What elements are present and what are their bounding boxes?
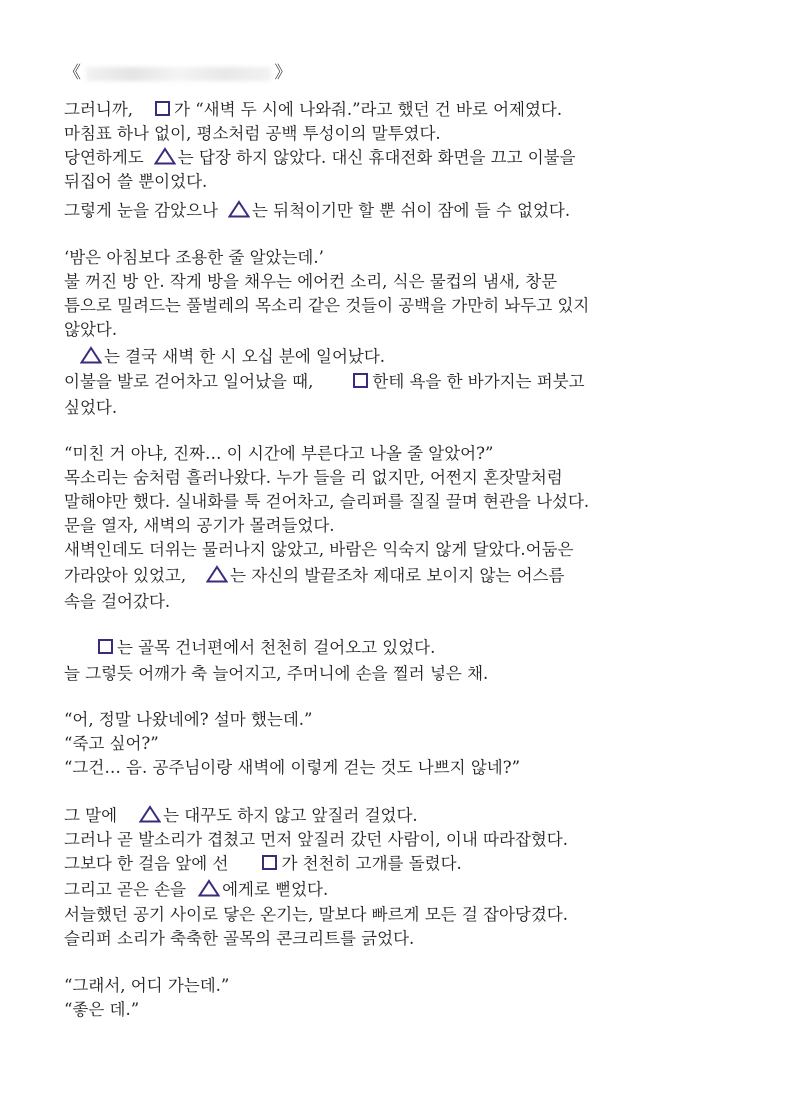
- text-segment: 가라앉아 있었고,: [64, 566, 187, 585]
- text-segment: 틈으로 밀려드는 풀벌레의 목소리 같은 것들이 공백을 가만히 놔두고 있지: [64, 296, 590, 315]
- square-icon: [98, 639, 113, 654]
- text-segment: 그 말에: [64, 806, 118, 825]
- text-line: [64, 98, 562, 122]
- square-icon: [353, 373, 368, 388]
- text-segment: 는 자신의 발끝조차 제대로 보이지 않는 어스름: [230, 566, 565, 585]
- text-line: [64, 756, 520, 780]
- text-segment: 마침표 하나 없이, 평소처럼 공백 투성이의 말투였다.: [64, 124, 441, 143]
- text-segment: 늘 그렇듯 어깨가 축 늘어지고, 주머니에 손을 찔러 넣은 채.: [64, 664, 489, 683]
- text-segment: 불 꺼진 방 안. 작게 방을 채우는 에어컨 소리, 식은 물컵의 냄새, 창문: [64, 272, 558, 291]
- text-segment: 뒤집어 쓸 뿐이었다.: [64, 172, 208, 191]
- text-segment: 당연하게도: [64, 148, 144, 167]
- text-segment: 속을 걸어갔다.: [64, 592, 171, 611]
- title-close-bracket: 》: [274, 63, 292, 83]
- document-title: [64, 58, 292, 83]
- text-segment: 는 뒤척이기만 할 뿐 쉬이 잠에 들 수 없었다.: [251, 201, 571, 220]
- text-segment: “그건… 음. 공주님이랑 새벽에 이렇게 걷는 것도 나쁘지 않네?”: [64, 758, 521, 777]
- text-line: [64, 927, 414, 951]
- text-segment: 한테 욕을 한 바가지는 퍼붓고: [372, 372, 585, 391]
- text-line: [64, 903, 568, 927]
- square-icon: [155, 101, 170, 116]
- text-line: [64, 538, 573, 562]
- text-line: [64, 246, 324, 270]
- text-segment: 는 대꾸도 하지 않고 앞질러 걸었다.: [163, 806, 418, 825]
- text-line: [64, 998, 139, 1022]
- text-line: [64, 466, 563, 490]
- text-line: [64, 370, 585, 394]
- text-line: [64, 564, 564, 588]
- square-icon: [262, 855, 277, 870]
- text-line: [64, 804, 418, 828]
- text-segment: 그러나 곧 발소리가 겹쳤고 먼저 앞질러 갔던 사람이, 이내 따라잡혔다.: [64, 830, 568, 849]
- text-segment: 새벽인데도 더위는 물러나지 않았고, 바람은 익숙지 않게 달았다.어둠은: [64, 540, 574, 559]
- text-line: [64, 396, 117, 420]
- text-line: [64, 294, 589, 318]
- text-segment: 슬리퍼 소리가 축축한 골목의 콘크리트를 긁었다.: [64, 929, 415, 948]
- text-segment: 그리고 곧은 손을: [64, 880, 187, 899]
- triangle-icon: [198, 879, 220, 897]
- text-segment: 말해야만 했다. 실내화를 툭 걷어차고, 슬리퍼를 질질 끌며 현관을 나섰다.: [64, 492, 590, 511]
- text-line: [64, 345, 385, 369]
- triangle-icon: [80, 346, 102, 364]
- text-line: [64, 590, 170, 614]
- text-line: [64, 122, 441, 146]
- text-line: [64, 878, 328, 902]
- title-open-bracket: 《: [64, 63, 82, 83]
- text-segment: “죽고 싶어?”: [64, 734, 159, 753]
- text-line: [64, 852, 462, 876]
- redacted-title: [86, 67, 271, 81]
- text-segment: “그래서, 어디 가는데.”: [64, 976, 230, 995]
- triangle-icon: [228, 200, 250, 218]
- text-segment: 가 “새벽 두 시에 나와줘.”라고 했던 건 바로 어제였다.: [174, 100, 563, 119]
- text-line: [64, 732, 159, 756]
- triangle-icon: [206, 565, 228, 583]
- text-segment: 가 천천히 고개를 돌렸다.: [281, 854, 462, 873]
- text-segment: “미친 거 아냐, 진짜… 이 시간에 부른다고 나올 줄 알았어?”: [64, 444, 494, 463]
- text-segment: 이불을 발로 걷어차고 일어났을 때,: [64, 372, 314, 391]
- text-line: [64, 270, 557, 294]
- text-segment: 는 결국 새벽 한 시 오십 분에 일어났다.: [104, 347, 386, 366]
- text-line: [64, 146, 576, 170]
- text-segment: 목소리는 숨처럼 흘러나왔다. 누가 들을 리 없지만, 어쩐지 혼잣말처럼: [64, 468, 563, 487]
- text-line: [64, 636, 435, 660]
- text-segment: “어, 정말 나왔네에? 설마 했는데.”: [64, 710, 313, 729]
- text-line: [64, 490, 589, 514]
- text-segment: 서늘했던 공기 사이로 닿은 온기는, 말보다 빠르게 모든 걸 잡아당겼다.: [64, 905, 568, 924]
- text-line: [64, 442, 493, 466]
- text-segment: 는 골목 건너편에서 천천히 걸어오고 있었다.: [117, 638, 436, 657]
- text-segment: 는 답장 하지 않았다. 대신 휴대전화 화면을 끄고 이불을: [177, 148, 576, 167]
- text-segment: 그렇게 눈을 감았으나: [64, 201, 218, 220]
- text-segment: 문을 열자, 새벽의 공기가 몰려들었다.: [64, 516, 335, 535]
- text-segment: 그러니까,: [64, 100, 134, 119]
- text-segment: “좋은 데.”: [64, 1000, 140, 1019]
- text-line: [64, 514, 335, 538]
- triangle-icon: [154, 147, 176, 165]
- text-segment: ‘밤은 아침보다 조용한 줄 알았는데.’: [64, 248, 324, 267]
- text-line: [64, 708, 312, 732]
- text-line: [64, 828, 568, 852]
- text-segment: 않았다.: [64, 320, 118, 339]
- text-segment: 그보다 한 걸음 앞에 선: [64, 854, 229, 873]
- triangle-icon: [139, 805, 161, 823]
- text-segment: 싶었다.: [64, 398, 118, 417]
- text-line: [64, 974, 229, 998]
- text-line: [64, 170, 207, 194]
- text-line: [64, 199, 570, 223]
- text-line: [64, 318, 117, 342]
- text-segment: 에게로 뻗었다.: [222, 880, 329, 899]
- text-line: [64, 662, 488, 686]
